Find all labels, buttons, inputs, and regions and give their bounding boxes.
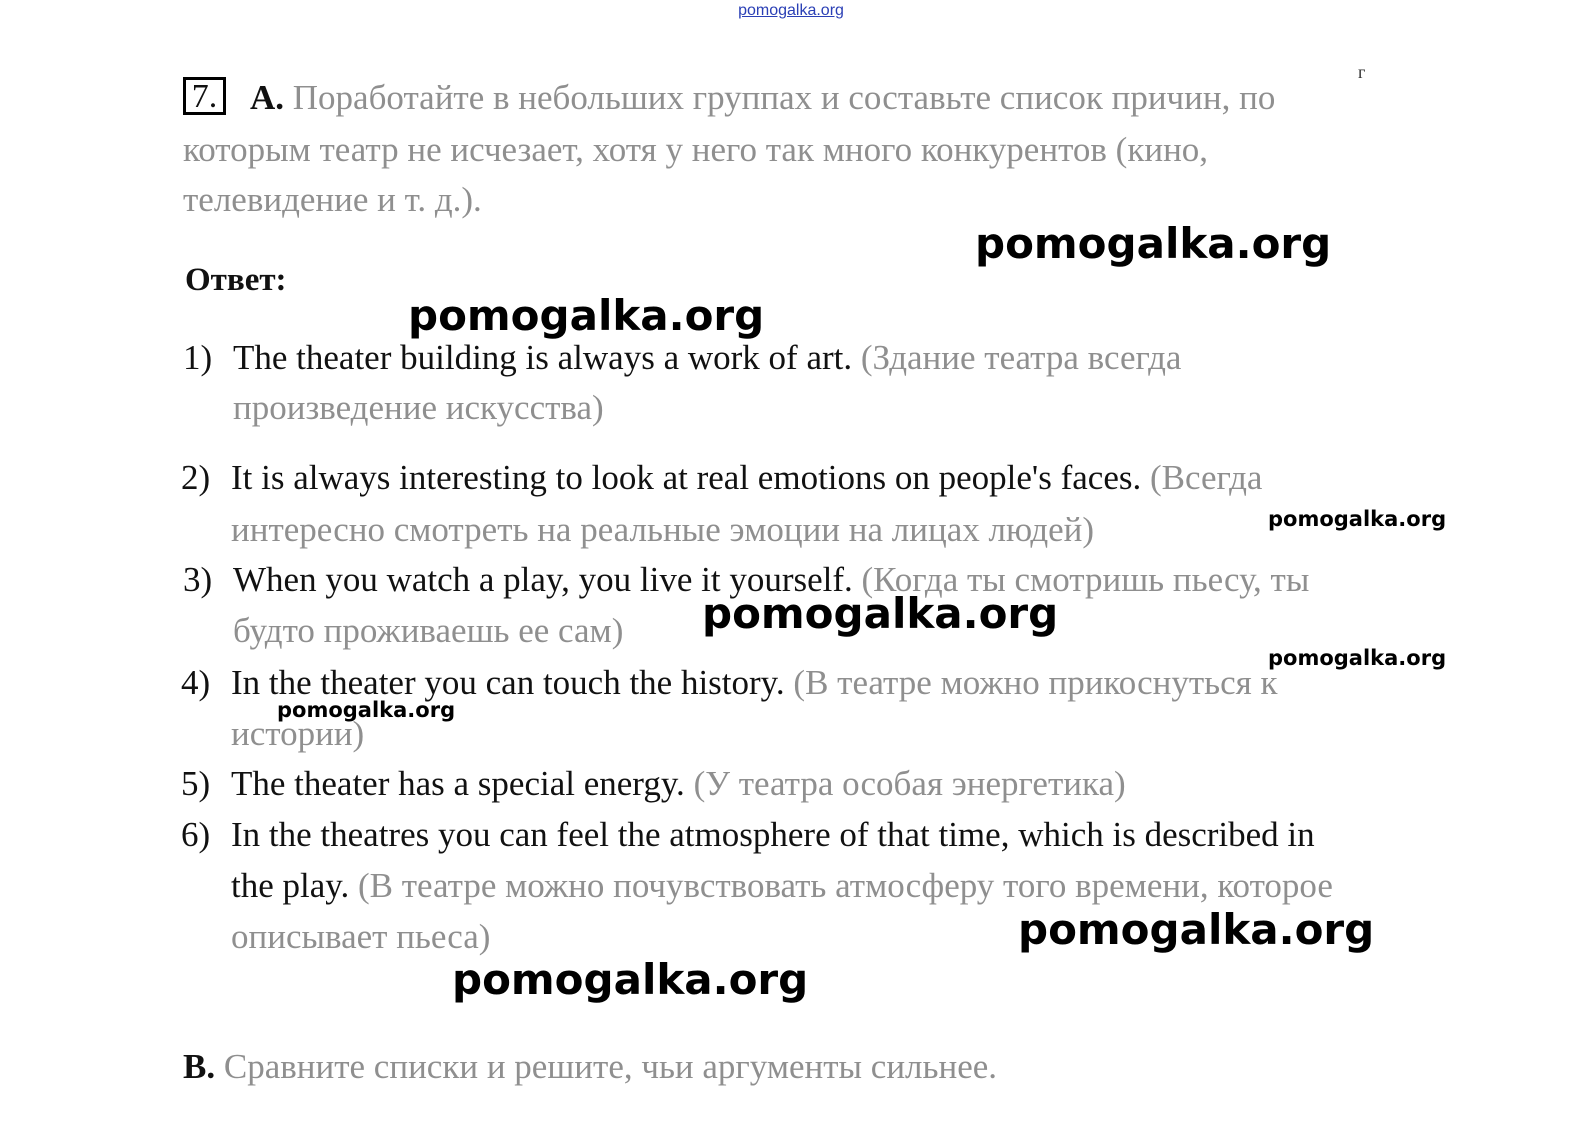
- answer-2-number: 2): [181, 458, 211, 497]
- answer-5-en: The theater has a special energy.: [231, 764, 685, 803]
- answer-6-line-2: [231, 866, 1333, 906]
- watermark: pomogalka.org: [975, 219, 1332, 268]
- watermark: pomogalka.org: [1268, 507, 1447, 531]
- answer-2-en: It is always interesting to look at real emotions on people's faces.: [231, 458, 1142, 497]
- answer-2-ru-a: (Всегда: [1150, 458, 1263, 497]
- answer-4-ru-a: (В театре можно прикоснуться к: [793, 663, 1278, 702]
- answer-label: Ответ:: [185, 262, 287, 298]
- site-link[interactable]: pomogalka.org: [738, 2, 844, 19]
- answer-1-number: 1): [183, 338, 213, 377]
- answer-6-en-b: the play.: [231, 866, 350, 905]
- part-b-line: [183, 1047, 997, 1087]
- answer-1-ru-a: (Здание театра всегда: [860, 338, 1182, 377]
- answer-1-en: The theater building is always a work of art.: [233, 338, 853, 377]
- answer-4-ru-b: истории): [231, 714, 365, 753]
- answer-3-ru-a: (Когда ты смотришь пьесу, ты: [861, 560, 1310, 599]
- part-b-text: Сравните списки и решите, чьи аргументы сильнее.: [223, 1047, 998, 1086]
- answer-6-number: 6): [181, 815, 211, 854]
- answer-6-line-1: [181, 815, 1315, 855]
- answer-5-number: 5): [181, 764, 211, 803]
- answer-2-ru-b: интересно смотреть на реальные эмоции на лицах людей): [231, 510, 1095, 549]
- watermark: pomogalka.org: [702, 589, 1059, 638]
- answer-4-number: 4): [181, 663, 211, 702]
- margin-mark: г: [1358, 62, 1366, 82]
- part-a-text-1: Поработайте в небольших группах и составьте список причин, по: [292, 78, 1276, 117]
- watermark: pomogalka.org: [452, 955, 809, 1004]
- task-number-box: 7.: [183, 77, 226, 115]
- part-a-line-1: [250, 78, 1275, 118]
- watermark: pomogalka.org: [408, 291, 765, 340]
- answer-4-en: In the theater you can touch the history.: [231, 663, 785, 702]
- answer-1-line-1: [183, 338, 1181, 378]
- answer-3-ru-b: будто проживаешь ее сам): [233, 611, 624, 650]
- answer-5-ru-a: (У театра особая энергетика): [693, 764, 1126, 803]
- answer-6-en: In the theatres you can feel the atmosphere of that time, which is described in: [231, 815, 1315, 854]
- watermark: pomogalka.org: [1018, 905, 1375, 954]
- answer-5-line-1: [181, 764, 1126, 804]
- answer-1-ru-b: произведение искусства): [233, 388, 604, 427]
- part-b-label: В.: [183, 1047, 216, 1086]
- part-a-label: А.: [250, 78, 285, 117]
- watermark: pomogalka.org: [277, 698, 456, 722]
- part-a-line-2: которым театр не исчезает, хотя у него так много конкурентов (кино,: [183, 130, 1209, 169]
- watermark: pomogalka.org: [1268, 646, 1447, 670]
- answer-3-number: 3): [183, 560, 213, 599]
- answer-2-line-1: [181, 458, 1262, 498]
- answer-6-ru-a: (В театре можно почувствовать атмосферу того времени, которое: [358, 866, 1333, 905]
- answer-6-ru-b: описывает пьеса): [231, 917, 491, 956]
- part-a-line-3: телевидение и т. д.).: [183, 180, 482, 219]
- answer-3-en: When you watch a play, you live it yourself.: [233, 560, 853, 599]
